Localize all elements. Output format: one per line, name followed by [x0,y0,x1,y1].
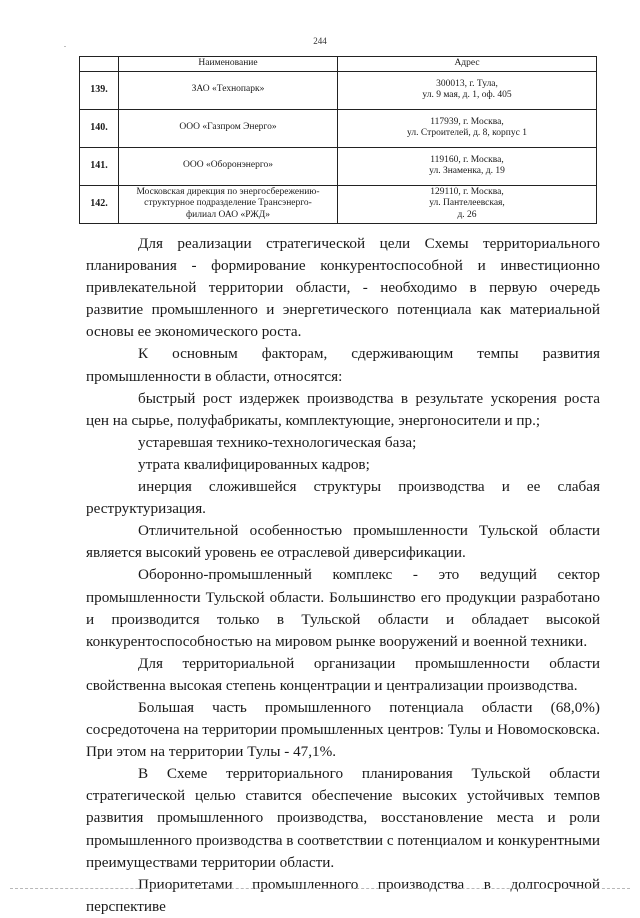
paragraph: Для реализации стратегической цели Схемы территориального планирования - формирование конкурентоспособной и инвестиционно привлекательной территории области, - необходимо в первую очередь развитие промышленного и энергетического потенциала как материальной основы ее экономического роста. [86,235,600,341]
name-line: ЗАО «Технопарк» [191,84,265,95]
page-number: 244 [313,36,327,46]
organization-name [119,185,338,223]
address-line: ул. Знаменка, д. 19 [429,166,505,176]
column-header-number [80,57,119,72]
paragraph: К основным факторам, сдерживающим темпы развития промышленности в области, относятся: [86,345,600,385]
name-line: структурное подразделение Трансэнерго- [144,198,312,209]
document-body [86,233,600,918]
footer-divider [10,888,630,889]
address-line: 119160, г. Москва, [430,154,504,165]
organization-address [338,71,597,109]
address-line: д. 26 [457,209,477,220]
address-line: ул. 9 мая, д. 1, оф. 405 [422,90,512,100]
list-item: устаревшая технико-технологическая база; [138,433,417,451]
paragraph: Отличительной особенностью промышленности Тульской области является высокий уровень ее отраслевой диверсификации. [86,522,600,562]
table-row [80,71,597,109]
address-line: 300013, г. Тула, [436,78,498,89]
row-number: 139. [80,71,119,109]
name-line: филиал ОАО «РЖД» [186,209,270,220]
list-item: инерция сложившейся структуры производства и ее слабая реструктуризация. [86,478,600,518]
organization-name [119,71,338,109]
name-line: ООО «Оборонэнерго» [182,160,274,171]
table-row [80,147,597,185]
list-item: быстрый рост издержек производства в результате ускорения роста цен на сырье, полуфабрикаты, комплектующие, энергоносители и пр.; [86,389,600,429]
address-line: 117939, г. Москва, [430,116,504,127]
name-line: ООО «Газпром Энерго» [179,122,277,133]
row-number: 141. [80,147,119,185]
address-line: 129110, г. Москва, [430,186,504,197]
column-header-name: Наименование [119,57,338,72]
column-header-address: Адрес [338,57,597,72]
organization-address [338,185,597,223]
paragraph: Оборонно-промышленный комплекс - это ведущий сектор промышленности Тульской области. Большинство его продукции разработано и производится только в Тульской области и обладает высокой конкурентоспособностью на мировом рынке вооружений и военной техники. [86,566,600,650]
paragraph: Для территориальной организации промышленности области свойственна высокая степень концентрации и централизации производства. [86,654,600,694]
organization-address [338,147,597,185]
table-row [80,185,597,223]
page-mark: . [64,40,66,49]
organizations-table [79,56,597,224]
list-item: утрата квалифицированных кадров; [138,455,370,473]
address-line: ул. Пантелеевская, [429,198,505,209]
address-line: ул. Строителей, д. 8, корпус 1 [407,128,527,138]
table-header-row [80,57,597,72]
organization-name [119,147,338,185]
paragraph: Большая часть промышленного потенциала области (68,0%) сосредоточена на территории промышленных центров: Тулы и Новомосковска. При этом на территории Тулы - 47,1%. [86,698,600,761]
name-line: Московская дирекция по энергосбережению- [136,186,320,197]
organization-address [338,109,597,147]
paragraph: В Схеме территориального планирования Тульской области стратегической целью ставится обеспечение высоких устойчивых темпов развития промышленного производства, восстановление места и роли промышленного производства в соответствии с потенциалом и конкурентными преимуществами территории области. [86,765,600,871]
row-number: 142. [80,185,119,223]
paragraph: Приоритетами промышленного производства в долгосрочной перспективе [86,875,600,915]
table-row [80,109,597,147]
organization-name [119,109,338,147]
row-number: 140. [80,109,119,147]
